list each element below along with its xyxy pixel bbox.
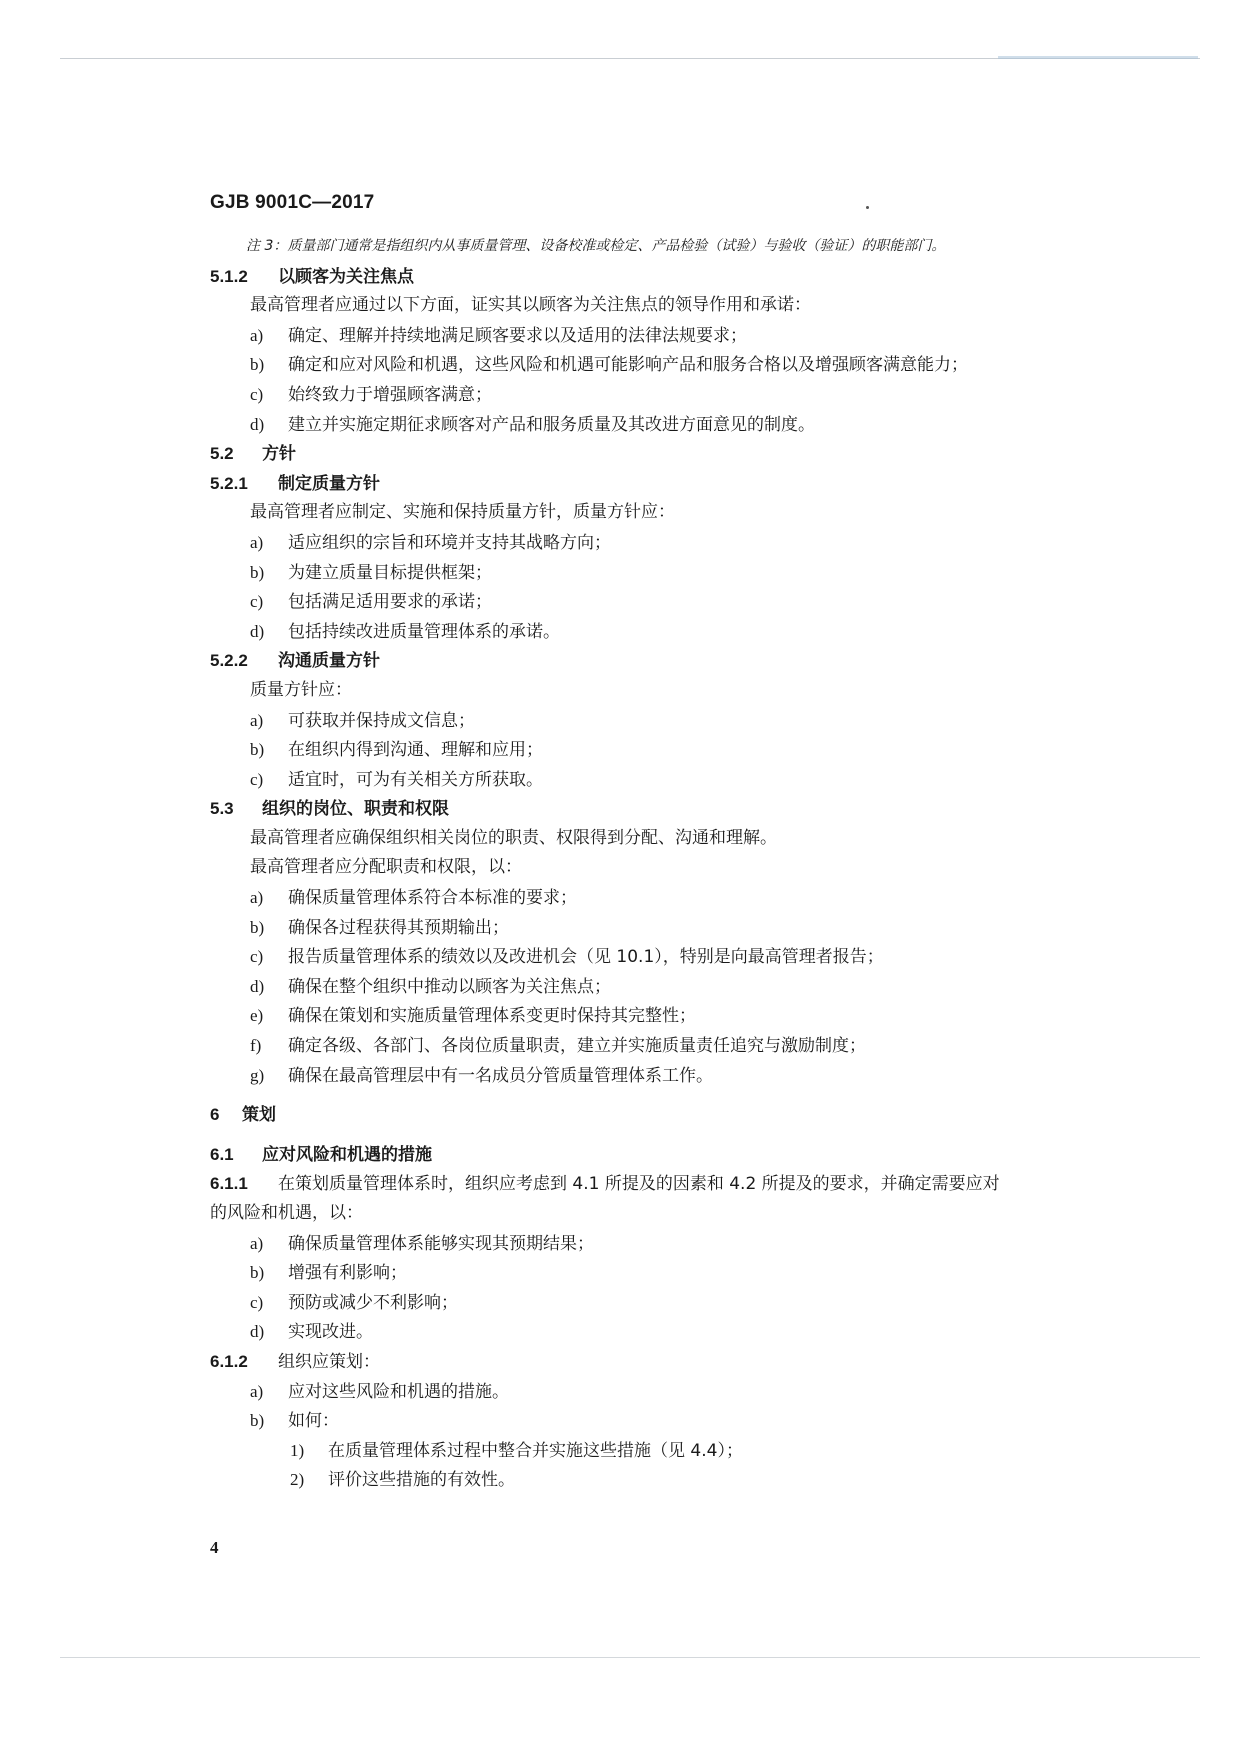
- list-item-text: 确定各级、各部门、各岗位质量职责，建立并实施质量责任追究与激励制度；: [288, 1036, 866, 1057]
- clause-number: 5.2: [210, 444, 234, 464]
- top-rule-accent: [998, 56, 1198, 59]
- list-item-text: 如何：: [288, 1411, 339, 1432]
- list-marker: g): [250, 1065, 265, 1085]
- list-marker: b): [250, 1263, 265, 1283]
- list-item: [210, 558, 1110, 588]
- list-item-text: 确定、理解并持续地满足顾客要求以及适用的法律法规要求；: [288, 325, 747, 346]
- bottom-rule: [60, 1657, 1200, 1658]
- list-marker: b): [250, 355, 265, 375]
- list-marker: f): [250, 1036, 262, 1056]
- clause-text: 方针: [262, 444, 296, 465]
- clause-text: 策划: [242, 1105, 276, 1126]
- list-marker: a): [250, 532, 264, 552]
- list-marker: c): [250, 592, 264, 612]
- page-number: 4: [210, 1538, 219, 1557]
- list-marker: 2): [290, 1470, 305, 1490]
- paragraph-continuation: 的风险和机遇，以：: [210, 1203, 363, 1223]
- list-item: [210, 587, 1110, 617]
- list-item-text: 确保质量管理体系符合本标准的要求；: [288, 888, 577, 909]
- list-marker: a): [250, 325, 264, 345]
- list-item: [210, 321, 1110, 351]
- clause-text: 以顾客为关注焦点: [278, 266, 414, 287]
- clause-paragraph: [210, 1169, 1110, 1199]
- list-item: [210, 617, 1110, 647]
- standard-code: GJB 9001C—2017: [210, 192, 375, 213]
- clause-number: 5.1.2: [210, 266, 248, 286]
- list-marker: b): [250, 917, 265, 937]
- list-marker: c): [250, 1292, 264, 1312]
- paragraph: 最高管理者应通过以下方面，证实其以顾客为关注焦点的领导作用和承诺：: [250, 295, 811, 316]
- list-marker: e): [250, 1006, 264, 1026]
- list-marker: a): [250, 1381, 264, 1401]
- section-heading: [210, 646, 1110, 676]
- list-item: [210, 1229, 1110, 1259]
- list-item-text: 确保质量管理体系能够实现其预期结果；: [288, 1233, 594, 1254]
- spacer: [210, 1130, 1110, 1140]
- list-item-text: 应对这些风险和机遇的措施。: [288, 1381, 509, 1402]
- note: 注 3：质量部门通常是指组织内从事质量管理、设备校准或检定、产品检验（试验）与验收（验证）的职能部门。: [246, 238, 946, 254]
- list-item-text: 在质量管理体系过程中整合并实施这些措施（见 4.4）；: [328, 1440, 743, 1461]
- sub-list-item: [210, 1465, 1110, 1495]
- clause-number: 5.2.1: [210, 473, 248, 493]
- chapter-heading: [210, 1100, 1110, 1130]
- list-item-text: 预防或减少不利影响；: [288, 1292, 458, 1313]
- list-item: [210, 380, 1110, 410]
- list-item-text: 可获取并保持成文信息；: [288, 710, 475, 731]
- clause-number: 6.1.1: [210, 1174, 248, 1194]
- list-item: [210, 1001, 1110, 1031]
- list-marker: d): [250, 621, 265, 641]
- list-item: [210, 765, 1110, 795]
- list-marker: c): [250, 384, 264, 404]
- list-item: [210, 942, 1110, 972]
- list-item: [210, 528, 1110, 558]
- list-item-text: 建立并实施定期征求顾客对产品和服务质量及其改进方面意见的制度。: [288, 414, 815, 435]
- spacer: [210, 1090, 1110, 1100]
- list-item-text: 确定和应对风险和机遇，这些风险和机遇可能影响产品和服务合格以及增强顾客满意能力；: [288, 355, 968, 376]
- list-item-text: 在组织内得到沟通、理解和应用；: [288, 740, 543, 761]
- list-item: [210, 913, 1110, 943]
- list-marker: 1): [290, 1440, 305, 1460]
- list-item-text: 报告质量管理体系的绩效以及改进机会（见 10.1），特别是向最高管理者报告；: [288, 947, 884, 968]
- section-heading: [210, 794, 1110, 824]
- list-marker: b): [250, 1411, 265, 1431]
- list-marker: a): [250, 888, 264, 908]
- clause-text: 制定质量方针: [278, 473, 380, 494]
- list-item: [210, 1377, 1110, 1407]
- list-marker: c): [250, 947, 264, 967]
- section-heading: [210, 439, 1110, 469]
- list-item: [210, 1288, 1110, 1318]
- list-item: [210, 1317, 1110, 1347]
- list-item: [210, 883, 1110, 913]
- list-item: [210, 972, 1110, 1002]
- scan-speck: [866, 206, 869, 209]
- list-item-text: 包括持续改进质量管理体系的承诺。: [288, 621, 560, 642]
- list-item: [210, 350, 1110, 380]
- paragraph: 最高管理者应制定、实施和保持质量方针，质量方针应：: [250, 502, 675, 523]
- list-item-text: 实现改进。: [288, 1322, 373, 1343]
- paragraph: 最高管理者应分配职责和权限，以：: [250, 857, 522, 878]
- list-marker: c): [250, 769, 264, 789]
- section-heading: [210, 262, 1110, 292]
- clause-number: 6.1: [210, 1144, 234, 1164]
- clause-text: 沟通质量方针: [278, 651, 380, 672]
- list-item-text: 确保在策划和实施质量管理体系变更时保持其完整性；: [288, 1006, 696, 1027]
- section-heading: [210, 469, 1110, 499]
- clause-number: 5.2.2: [210, 651, 248, 671]
- list-item-text: 增强有利影响；: [288, 1263, 407, 1284]
- clause-paragraph: [210, 1347, 1110, 1377]
- list-marker: a): [250, 1233, 264, 1253]
- list-item-text: 适应组织的宗旨和环境并支持其战略方向；: [288, 532, 611, 553]
- list-item-text: 为建立质量目标提供框架；: [288, 562, 492, 583]
- list-marker: d): [250, 976, 265, 996]
- list-item-text: 包括满足适用要求的承诺；: [288, 592, 492, 613]
- list-item: [210, 1406, 1110, 1436]
- sub-list-item: [210, 1436, 1110, 1466]
- list-item: [210, 706, 1110, 736]
- list-marker: d): [250, 1322, 265, 1342]
- clause-text: 应对风险和机遇的措施: [262, 1144, 432, 1165]
- list-item-text: 评价这些措施的有效性。: [328, 1470, 515, 1491]
- list-marker: d): [250, 414, 265, 434]
- clause-number: 6.1.2: [210, 1351, 248, 1371]
- list-marker: b): [250, 740, 265, 760]
- document-page: [210, 188, 1110, 1495]
- document-body: [210, 232, 1110, 1495]
- paragraph: 最高管理者应确保组织相关岗位的职责、权限得到分配、沟通和理解。: [250, 827, 777, 848]
- clause-text: 组织应策划：: [278, 1351, 380, 1372]
- clause-text: 组织的岗位、职责和权限: [262, 799, 449, 820]
- list-item: [210, 1061, 1110, 1091]
- list-marker: a): [250, 710, 264, 730]
- list-item: [210, 1258, 1110, 1288]
- list-item-text: 确保在整个组织中推动以顾客为关注焦点；: [288, 976, 611, 997]
- list-item-text: 适宜时，可为有关相关方所获取。: [288, 769, 543, 790]
- list-item: [210, 735, 1110, 765]
- list-item-text: 确保各过程获得其预期输出；: [288, 917, 509, 938]
- list-item: [210, 410, 1110, 440]
- paragraph: 质量方针应：: [250, 679, 352, 700]
- clause-text: 在策划质量管理体系时，组织应考虑到 4.1 所提及的因素和 4.2 所提及的要求，并确定需要应对: [278, 1174, 1000, 1195]
- clause-number: 6: [210, 1105, 220, 1125]
- list-item-text: 始终致力于增强顾客满意；: [288, 384, 492, 405]
- clause-number: 5.3: [210, 799, 234, 819]
- list-item: [210, 1031, 1110, 1061]
- section-heading: [210, 1140, 1110, 1170]
- list-item-text: 确保在最高管理层中有一名成员分管质量管理体系工作。: [288, 1065, 713, 1086]
- list-marker: b): [250, 562, 265, 582]
